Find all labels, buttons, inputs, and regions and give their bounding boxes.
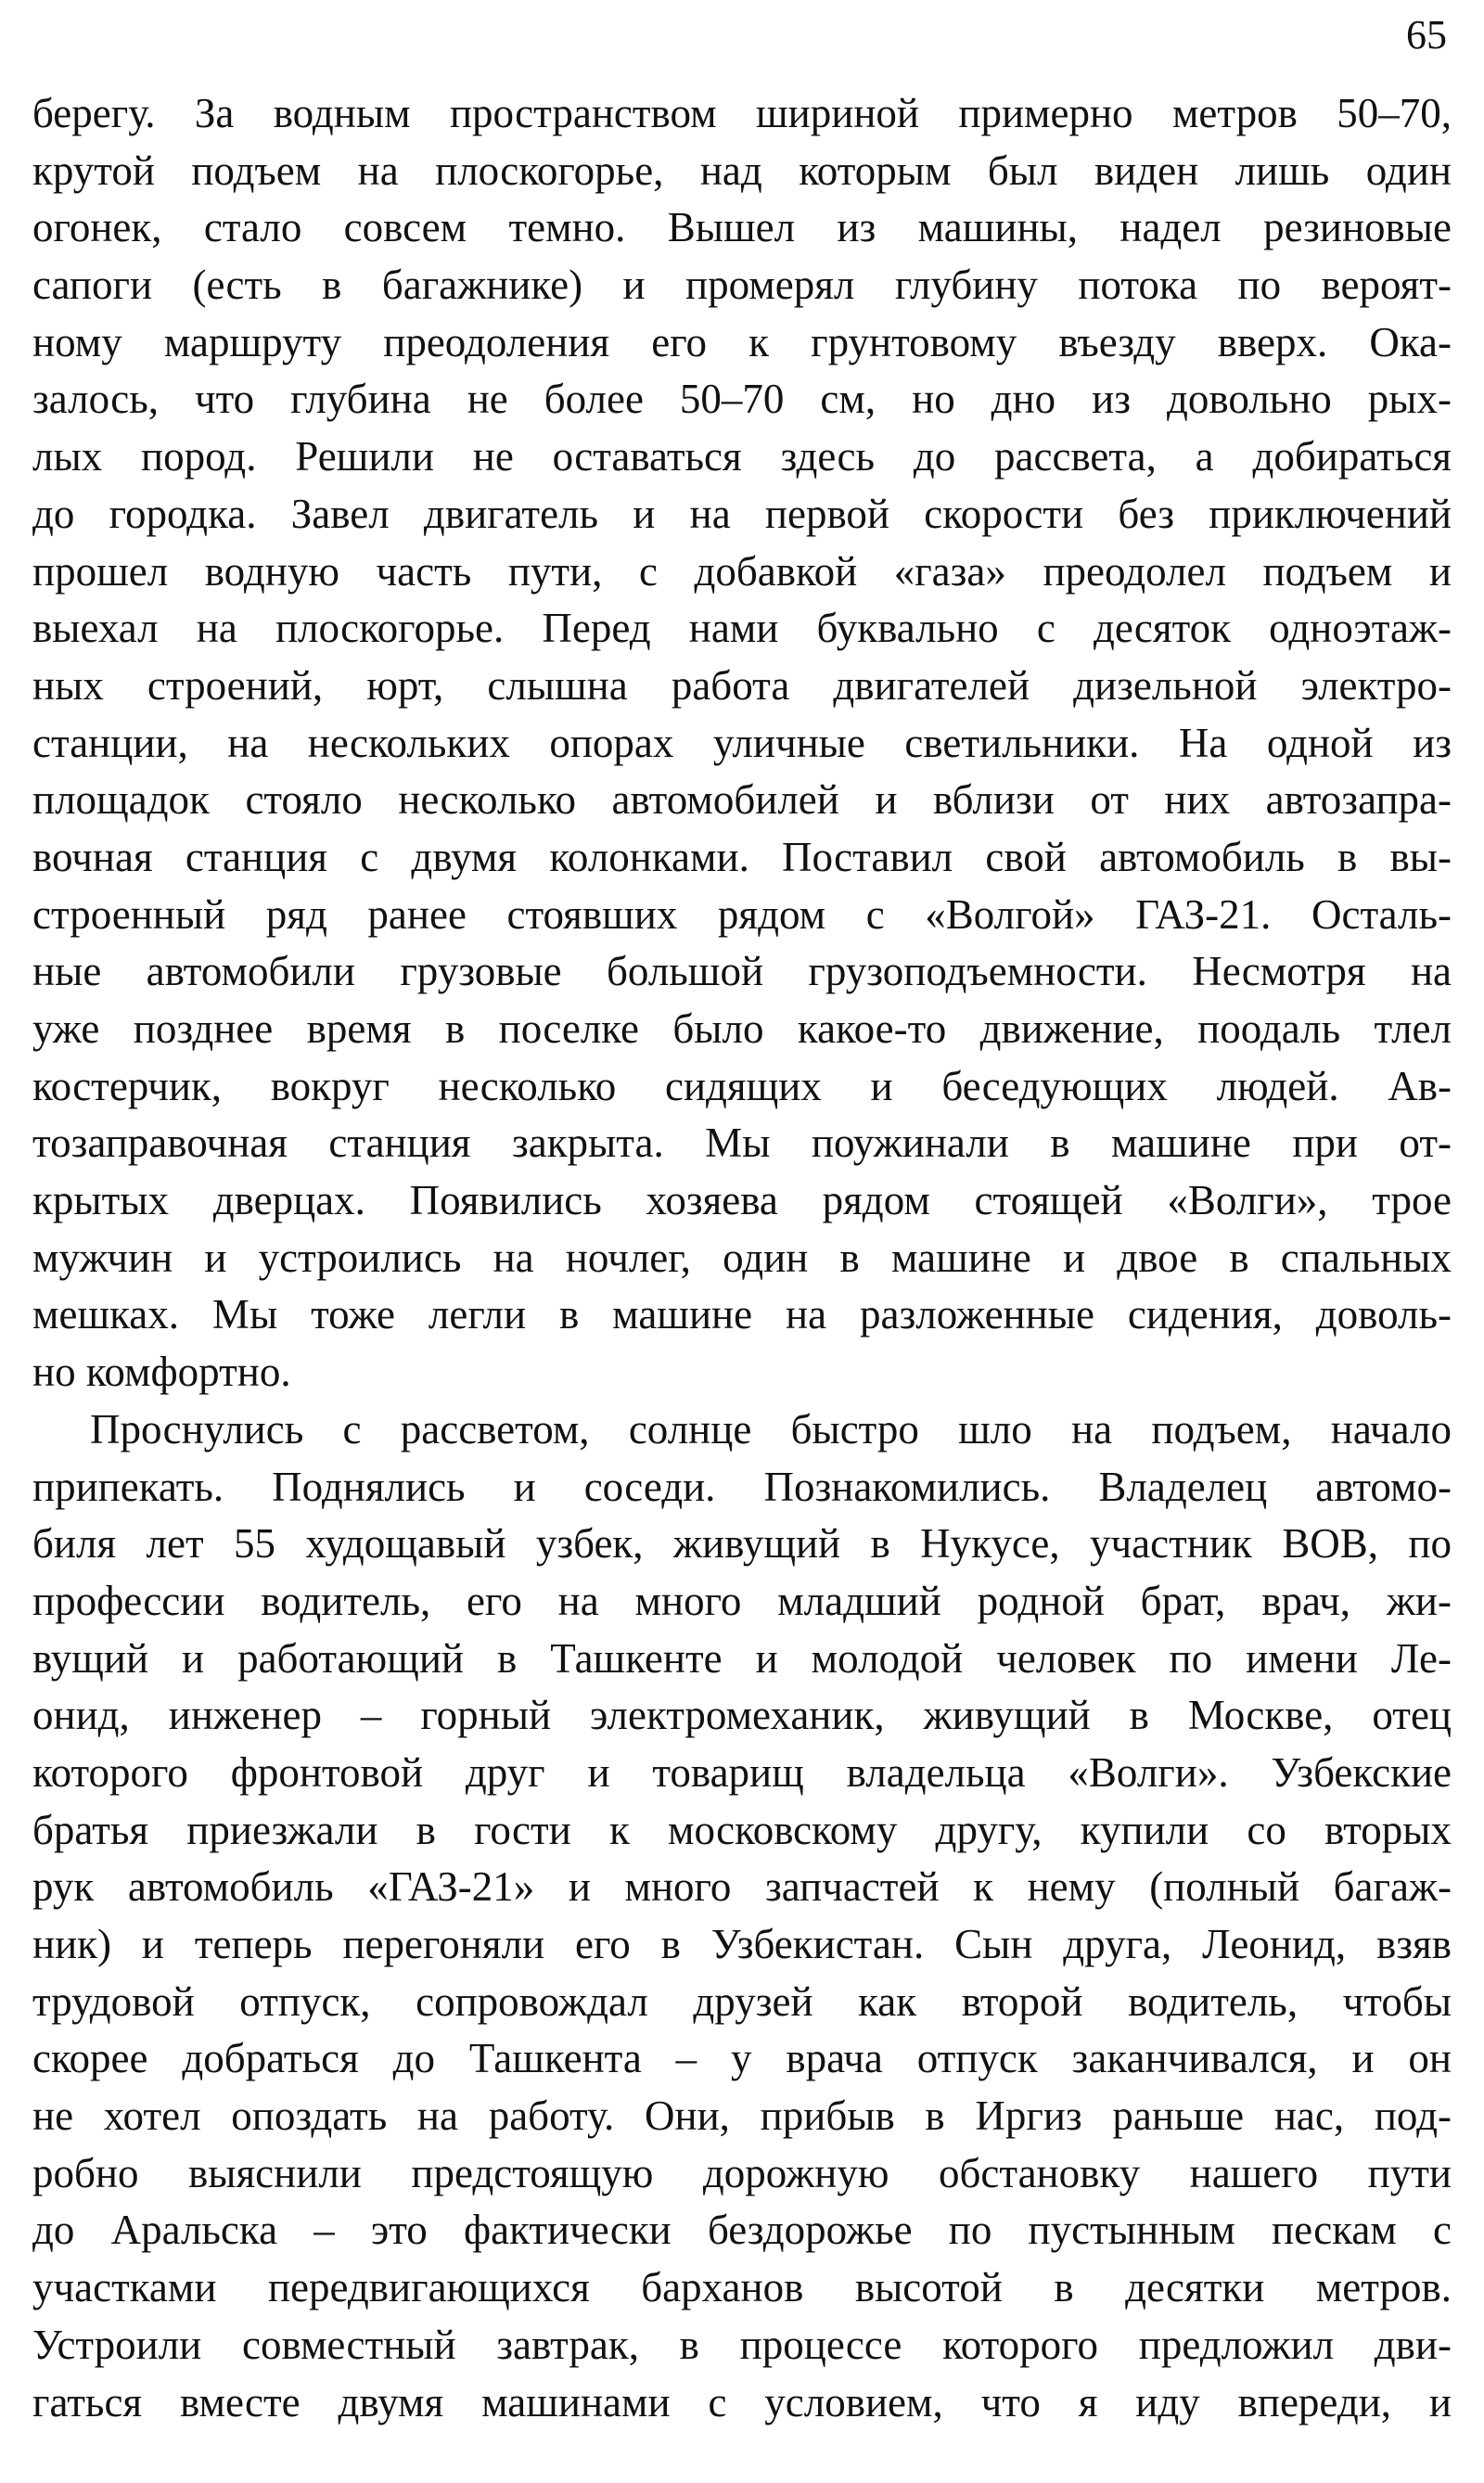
text-line: прошел водную часть пути, с добавкой «газа» преодолел подъем и bbox=[32, 547, 1452, 595]
text-line: залось, что глубина не более 50–70 см, но дно из довольно рых- bbox=[32, 376, 1452, 423]
text-line: строенный ряд ранее стоявших рядом с «Волгой» ГАЗ-21. Осталь- bbox=[32, 890, 1452, 938]
text-line: вочная станция с двумя колонками. Поставил свой автомобиль в вы- bbox=[32, 833, 1452, 880]
text-line: робно выяснили предстоящую дорожную обстановку нашего пути bbox=[32, 2149, 1452, 2196]
text-line: сапоги (есть в багажнике) и промерял глубину потока по вероят- bbox=[32, 262, 1452, 309]
text-line: скорее добраться до Ташкента – у врача отпуск заканчивался, и он bbox=[32, 2035, 1452, 2082]
text-line: братья приезжали в гости к московскому другу, купили со вторых bbox=[32, 1806, 1452, 1853]
text-line: до городка. Завел двигатель и на первой скорости без приключений bbox=[32, 490, 1452, 537]
text-line: Проснулись с рассветом, солнце быстро шло на подъем, начало bbox=[90, 1405, 1452, 1453]
text-line: ных строений, юрт, слышна работа двигателей дизельной электро- bbox=[32, 661, 1452, 709]
text-line: ные автомобили грузовые большой грузоподъемности. Несмотря на bbox=[32, 948, 1452, 995]
text-line: профессии водитель, его на много младший родной брат, врач, жи- bbox=[32, 1577, 1452, 1624]
text-line: гаться вместе двумя машинами с условием, что я иду впереди, и bbox=[32, 2378, 1452, 2425]
paragraph-2 bbox=[32, 1401, 1452, 2431]
text-line: костерчик, вокруг несколько сидящих и беседующих людей. Ав- bbox=[32, 1062, 1452, 1109]
text-line: уже позднее время в поселке было какое-то движение, поодаль тлел bbox=[32, 1005, 1452, 1052]
text-line: берегу. За водным пространством шириной примерно метров 50–70, bbox=[32, 90, 1452, 136]
text-line: припекать. Поднялись и соседи. Познакомились. Владелец автомо- bbox=[32, 1463, 1452, 1510]
text-line: участками передвигающихся барханов высотой в десятки метров. bbox=[32, 2264, 1452, 2311]
text-line: площадок стояло несколько автомобилей и вблизи от них автозапра- bbox=[32, 776, 1452, 824]
text-line: крутой подъем на плоскогорье, над которым был виден лишь один bbox=[32, 147, 1452, 194]
text-line: выехал на плоскогорье. Перед нами буквально с десяток одноэтаж- bbox=[32, 605, 1452, 652]
text-line: Устроили совместный завтрак, в процессе которого предложил дви- bbox=[32, 2321, 1452, 2368]
text-line: но комфортно. bbox=[32, 1349, 291, 1396]
text-line: станции, на нескольких опорах уличные светильники. На одной из bbox=[32, 719, 1452, 766]
text-line: ному маршруту преодоления его к грунтовому въезду вверх. Ока- bbox=[32, 318, 1452, 365]
text-line: тозаправочная станция закрыта. Мы поужинали в машине при от- bbox=[32, 1120, 1452, 1167]
text-line: которого фронтовой друг и товарищ владельца «Волги». Узбекские bbox=[32, 1748, 1452, 1796]
text-line: огонек, стало совсем темно. Вышел из машины, надел резиновые bbox=[32, 204, 1452, 251]
text-line: биля лет 55 худощавый узбек, живущий в Нукусе, участник ВОВ, по bbox=[32, 1520, 1452, 1568]
text-line: вущий и работающий в Ташкенте и молодой человек по имени Ле- bbox=[32, 1634, 1452, 1682]
text-line: до Аральска – это фактически бездорожье по пустынным пескам с bbox=[32, 2207, 1452, 2254]
page-number: 65 bbox=[1406, 12, 1447, 58]
body-text bbox=[32, 85, 1452, 2431]
text-line: ник) и теперь перегоняли его в Узбекистан. Сын друга, Леонид, взяв bbox=[32, 1921, 1452, 1967]
text-line: крытых дверцах. Появились хозяева рядом стоящей «Волги», трое bbox=[32, 1177, 1452, 1224]
text-line: трудовой отпуск, сопровождал друзей как второй водитель, чтобы bbox=[32, 1977, 1452, 2025]
text-line: лых пород. Решили не оставаться здесь до рассвета, а добираться bbox=[32, 433, 1452, 480]
text-line: мужчин и устроились на ночлег, один в машине и двое в спальных bbox=[32, 1234, 1452, 1281]
paragraph-1 bbox=[32, 85, 1452, 1401]
text-line: рук автомобиль «ГАЗ-21» и много запчастей к нему (полный багаж- bbox=[32, 1863, 1452, 1911]
text-line: онид, инженер – горный электромеханик, живущий в Москве, отец bbox=[32, 1692, 1452, 1739]
text-line: мешках. Мы тоже легли в машине на разложенные сидения, доволь- bbox=[32, 1291, 1452, 1338]
text-line: не хотел опоздать на работу. Они, прибыв в Иргиз раньше нас, под- bbox=[32, 2093, 1452, 2140]
